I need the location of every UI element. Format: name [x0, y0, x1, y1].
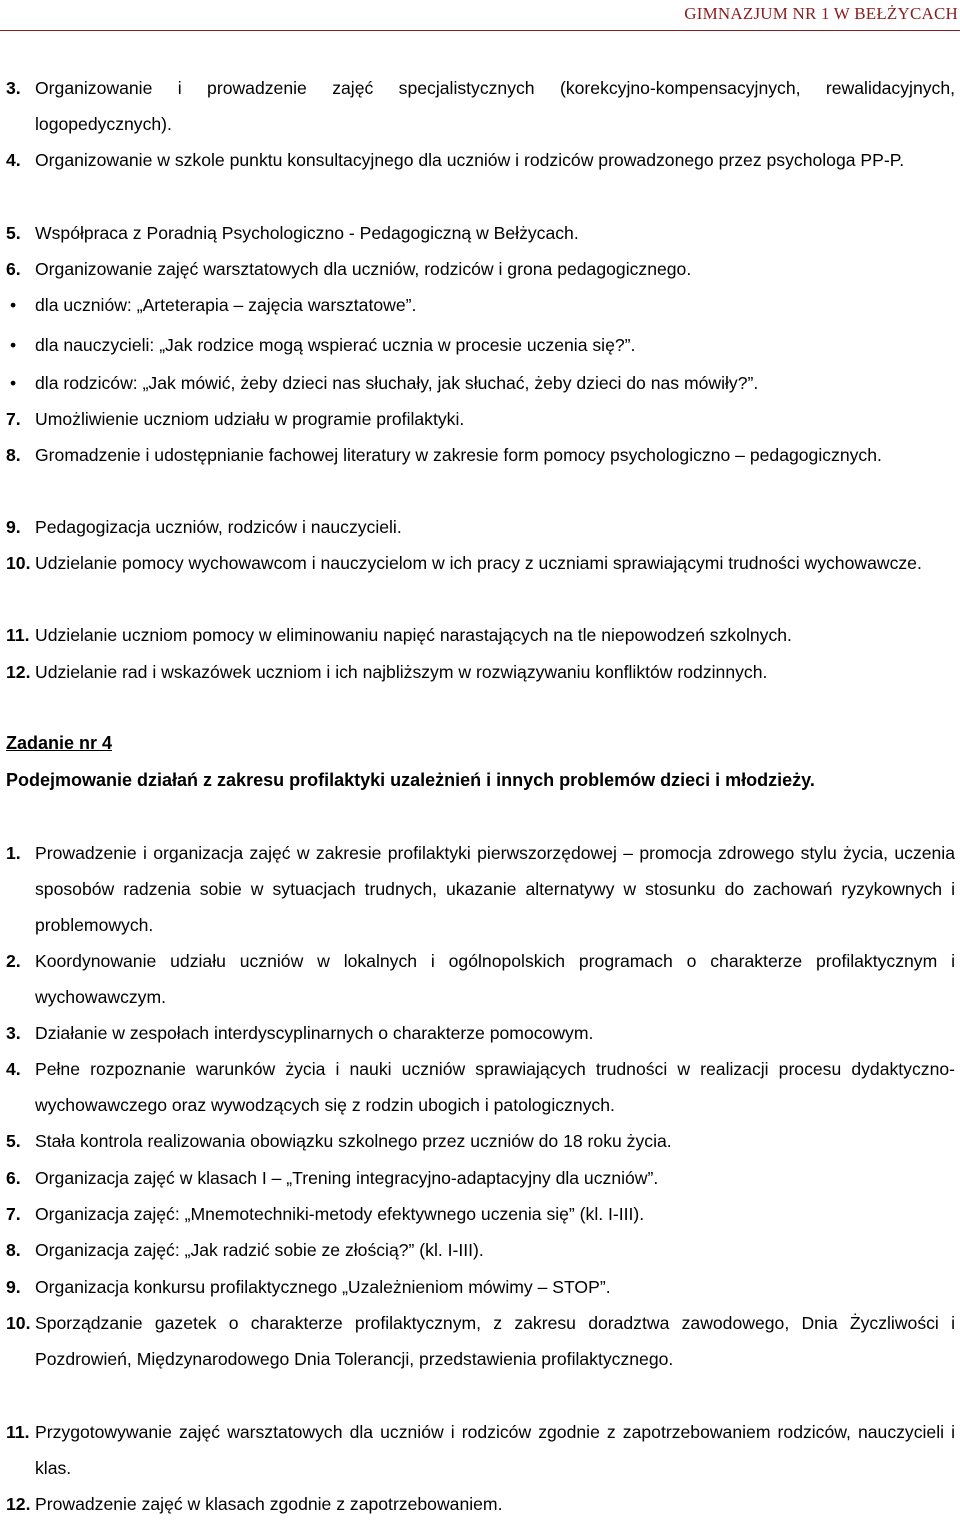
task-subtitle: Podejmowanie działań z zakresu profilaktyki uzależnień i innych problemów dzieci i młodzieży.	[6, 770, 815, 790]
item-number: 11.	[6, 1422, 30, 1442]
item-text: Koordynowanie udziału uczniów w lokalnych i ogólnopolskich programach o charakterze profilaktycznym i wychowawczym.	[35, 951, 955, 1007]
item-text: Udzielanie rad i wskazówek uczniom i ich najbliższym w rozwiązywaniu konfliktów rodzinnych.	[35, 662, 768, 682]
item-number: 8.	[6, 445, 21, 465]
item-number: 10.	[6, 1313, 31, 1333]
item-text: Prowadzenie zajęć w klasach zgodnie z zapotrzebowaniem.	[35, 1494, 503, 1514]
item-text: Prowadzenie i organizacja zajęć w zakresie profilaktyki pierwszorzędowej – promocja zdrowego stylu życia, uczenia sposobów radzenia sobie w sytuacjach trudnych, ukazanie alternatywy w stosunku do zachowań ryzykownych i problemowych.	[35, 843, 955, 935]
item-text: Przygotowywanie zajęć warsztatowych dla uczniów i rodziców zgodnie z zapotrzebowaniem rodziców, nauczycieli i klas.	[35, 1422, 955, 1478]
page-header	[0, 0, 960, 36]
item-number: 7.	[6, 1204, 21, 1224]
item-text: Organizacja konkursu profilaktycznego „Uzależnieniom mówimy – STOP”.	[35, 1277, 611, 1297]
item-text: Udzielanie uczniom pomocy w eliminowaniu napięć narastających na tle niepowodzeń szkolnych.	[35, 625, 792, 645]
item-text: Organizacja zajęć w klasach I – „Trening integracyjno-adaptacyjny dla uczniów”.	[35, 1168, 659, 1188]
item-text: Współpraca z Poradnią Psychologiczno - Pedagogiczną w Bełżycach.	[35, 223, 579, 243]
item-number: 6.	[6, 259, 21, 279]
item-text: Organizacja zajęć: „Mnemotechniki-metody efektywnego uczenia się” (kl. I-III).	[35, 1204, 645, 1224]
item-number: 9.	[6, 1277, 21, 1297]
item-number: 10.	[6, 553, 31, 573]
item-number: 6.	[6, 1168, 21, 1188]
item-number: 1.	[6, 843, 21, 863]
item-text: Gromadzenie i udostępnianie fachowej literatury w zakresie form pomocy psychologiczno – pedagogicznych.	[35, 445, 882, 465]
bullet-dot-icon: •	[10, 295, 17, 315]
item-number: 2.	[6, 951, 21, 971]
bullet-text: dla nauczycieli: „Jak rodzice mogą wspierać ucznia w procesie uczenia się?”.	[35, 335, 636, 355]
item-number: 12.	[6, 662, 31, 682]
school-name: GIMNAZJUM NR 1 W BEŁŻYCACH	[684, 4, 958, 23]
bullet-text: dla rodziców: „Jak mówić, żeby dzieci nas słuchały, jak słuchać, żeby dzieci do nas mówiły?”.	[35, 373, 759, 393]
item-number: 12.	[6, 1494, 31, 1514]
item-number: 4.	[6, 150, 21, 170]
item-text: Pełne rozpoznanie warunków życia i nauki uczniów sprawiających trudności w realizacji procesu dydaktyczno-wychowawczego oraz wywodzących się z rodzin ubogich i patologicznych.	[35, 1059, 955, 1115]
item-text: Udzielanie pomocy wychowawcom i nauczycielom w ich pracy z uczniami sprawiającymi trudności wychowawcze.	[35, 553, 922, 573]
item-number: 3.	[6, 1023, 21, 1043]
item-number: 11.	[6, 625, 30, 645]
bullet-dot-icon: •	[10, 335, 17, 355]
bullet-dot-icon: •	[10, 373, 17, 393]
item-text: Organizacja zajęć: „Jak radzić sobie ze złością?” (kl. I-III).	[35, 1240, 484, 1260]
item-text: Działanie w zespołach interdyscyplinarnych o charakterze pomocowym.	[35, 1023, 594, 1043]
item-text: Organizowanie i prowadzenie zajęć specjalistycznych (korekcyjno-kompensacyjnych, rewalidacyjnych, logopedycznych).	[35, 78, 955, 134]
item-number: 9.	[6, 517, 21, 537]
header-divider	[0, 30, 960, 31]
item-number: 5.	[6, 223, 21, 243]
item-text: Sporządzanie gazetek o charakterze profilaktycznym, z zakresu doradztwa zawodowego, Dnia Życzliwości i Pozdrowień, Międzynarodowego Dnia Tolerancji, przedstawienia profilaktycznego.	[35, 1313, 955, 1369]
item-text: Organizowanie w szkole punktu konsultacyjnego dla uczniów i rodziców prowadzonego przez psychologa PP-P.	[35, 150, 905, 170]
item-text: Pedagogizacja uczniów, rodziców i nauczycieli.	[35, 517, 402, 537]
item-number: 4.	[6, 1059, 21, 1079]
item-text: Stała kontrola realizowania obowiązku szkolnego przez uczniów do 18 roku życia.	[35, 1131, 672, 1151]
item-text: Organizowanie zajęć warsztatowych dla uczniów, rodziców i grona pedagogicznego.	[35, 259, 692, 279]
item-number: 3.	[6, 78, 21, 98]
item-number: 7.	[6, 409, 21, 429]
item-number: 8.	[6, 1240, 21, 1260]
item-number: 5.	[6, 1131, 21, 1151]
bullet-text: dla uczniów: „Arteterapia – zajęcia warsztatowe”.	[35, 295, 417, 315]
item-text: Umożliwienie uczniom udziału w programie profilaktyki.	[35, 409, 465, 429]
task-title: Zadanie nr 4	[6, 733, 113, 753]
